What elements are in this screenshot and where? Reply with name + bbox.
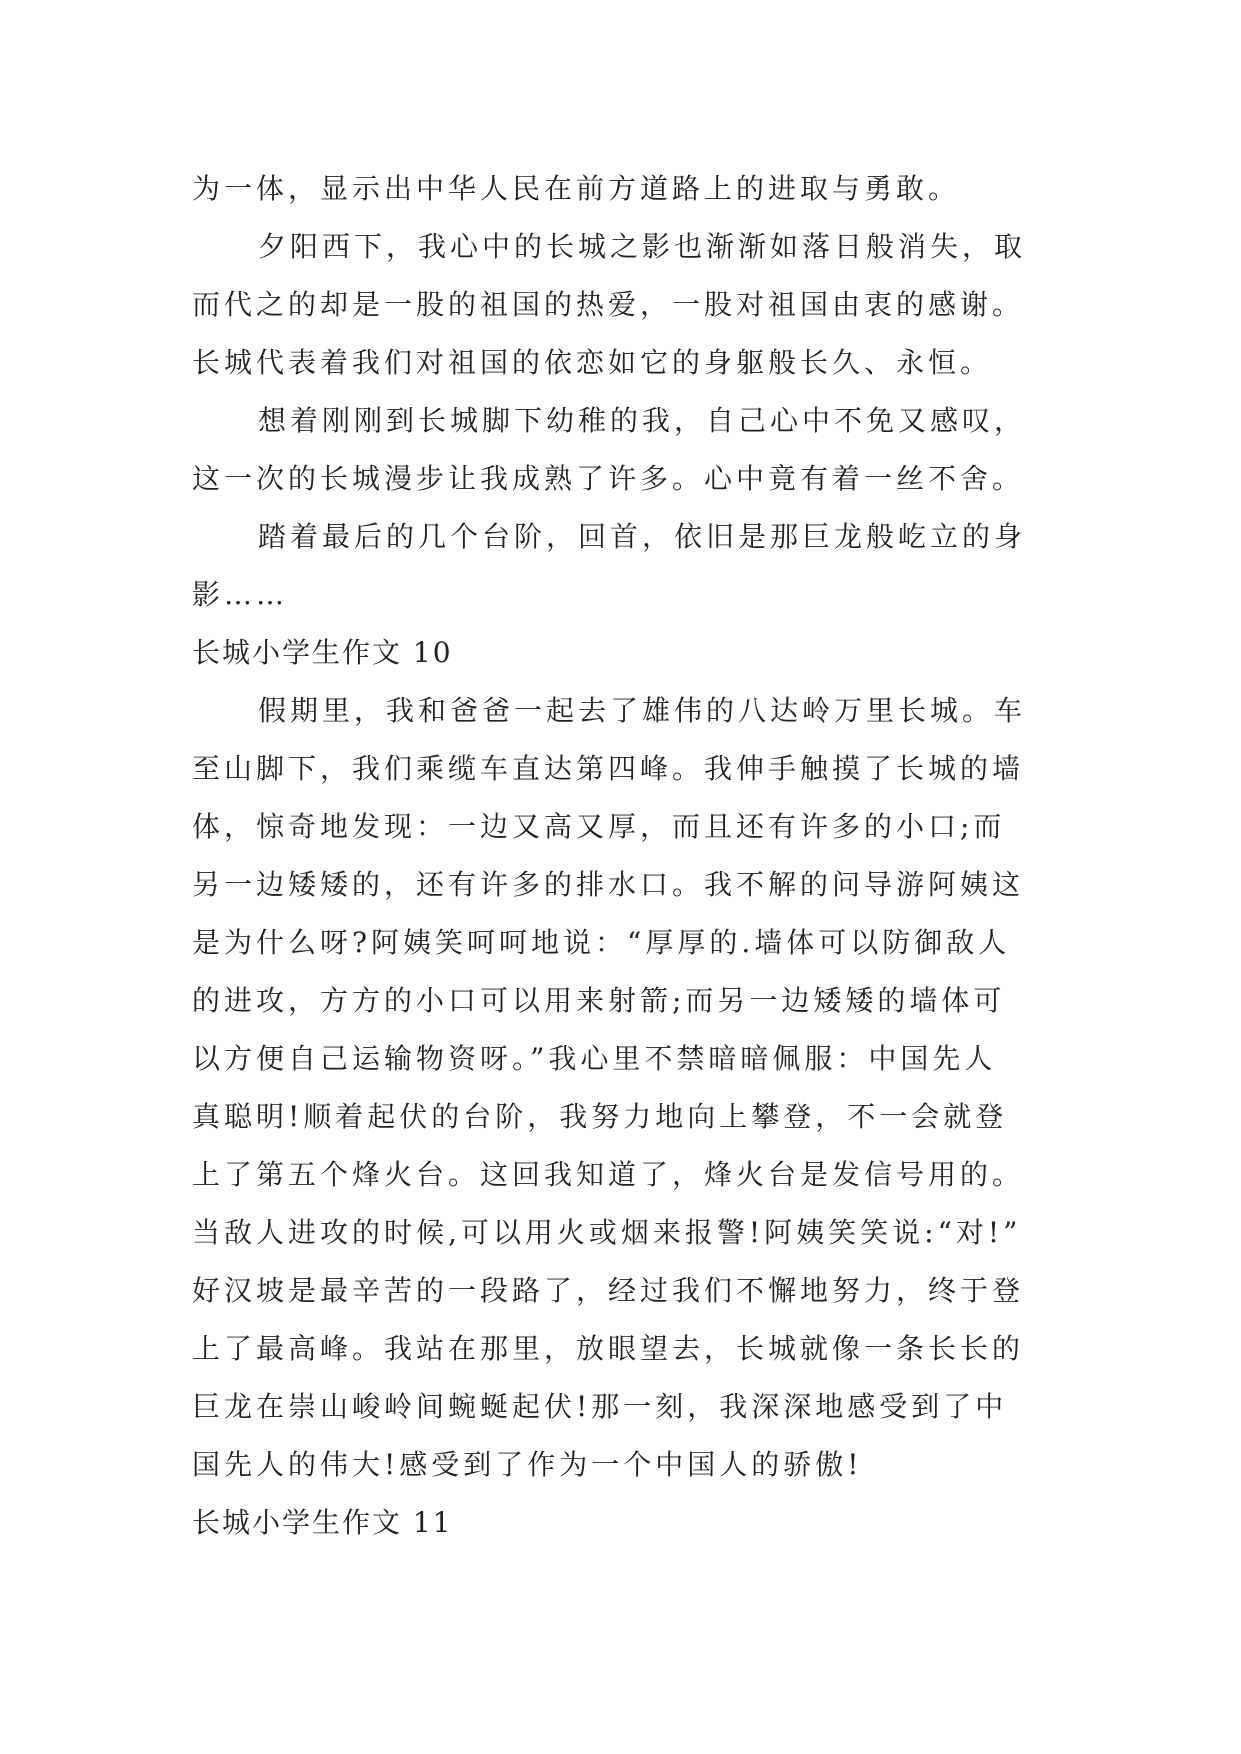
paragraph-line: 假期里，我和爸爸一起去了雄伟的八达岭万里长城。车 — [258, 694, 1027, 727]
paragraph-line: 这一次的长城漫步让我成熟了许多。心中竟有着一丝不舍。 — [192, 462, 1025, 495]
paragraph-line: 国先人的伟大!感受到了作为一个中国人的骄傲! — [192, 1448, 863, 1481]
paragraph-line: 巨龙在崇山峻岭间蜿蜒起伏!那一刻，我深深地感受到了中 — [192, 1390, 1008, 1423]
paragraph-line: 夕阳西下，我心中的长城之影也渐渐如落日般消失，取 — [258, 230, 1027, 263]
section-heading: 长城小学生作文 10 — [192, 636, 453, 669]
paragraph-line: 的进攻，方方的小口可以用来射箭;而另一边矮矮的墙体可 — [192, 984, 1006, 1017]
paragraph-line: 上了最高峰。我站在那里，放眼望去，长城就像一条长长的 — [192, 1332, 1025, 1365]
paragraph-line: 另一边矮矮的，还有许多的排水口。我不解的问导游阿姨这 — [192, 868, 1025, 901]
paragraph-line: 当敌人进攻的时候,可以用火或烟来报警!阿姨笑笑说:“对!” — [192, 1216, 1022, 1249]
paragraph-line: 长城代表着我们对祖国的依恋如它的身躯般长久、永恒。 — [192, 346, 993, 379]
paragraph-line: 好汉坡是最辛苦的一段路了，经过我们不懈地努力，终于登 — [192, 1274, 1025, 1307]
document-body — [192, 160, 1072, 1552]
paragraph-line: 想着刚刚到长城脚下幼稚的我，自己心中不免又感叹， — [258, 404, 1027, 437]
paragraph-line: 踏着最后的几个台阶，回首，依旧是那巨龙般屹立的身 — [258, 520, 1027, 553]
paragraph-line: 上了第五个烽火台。这回我知道了，烽火台是发信号用的。 — [192, 1158, 1025, 1191]
paragraph-line: 真聪明!顺着起伏的台阶，我努力地向上攀登，不一会就登 — [192, 1100, 1008, 1133]
paragraph-line: 体，惊奇地发现：一边又高又厚，而且还有许多的小口;而 — [192, 810, 1006, 843]
paragraph-line: 是为什么呀?阿姨笑呵呵地说：“厚厚的.墙体可以防御敌人 — [192, 926, 1011, 959]
paragraph-line: 以方便自己运输物资呀。”我心里不禁暗暗佩服：中国先人 — [192, 1042, 997, 1075]
paragraph-line: 影…… — [192, 578, 289, 611]
paragraph-line: 而代之的却是一股的祖国的热爱，一股对祖国由衷的感谢。 — [192, 288, 1025, 321]
section-heading: 长城小学生作文 11 — [192, 1506, 453, 1539]
paragraph-line: 至山脚下，我们乘缆车直达第四峰。我伸手触摸了长城的墙 — [192, 752, 1025, 785]
paragraph-line: 为一体，显示出中华人民在前方道路上的进取与勇敢。 — [192, 172, 961, 205]
